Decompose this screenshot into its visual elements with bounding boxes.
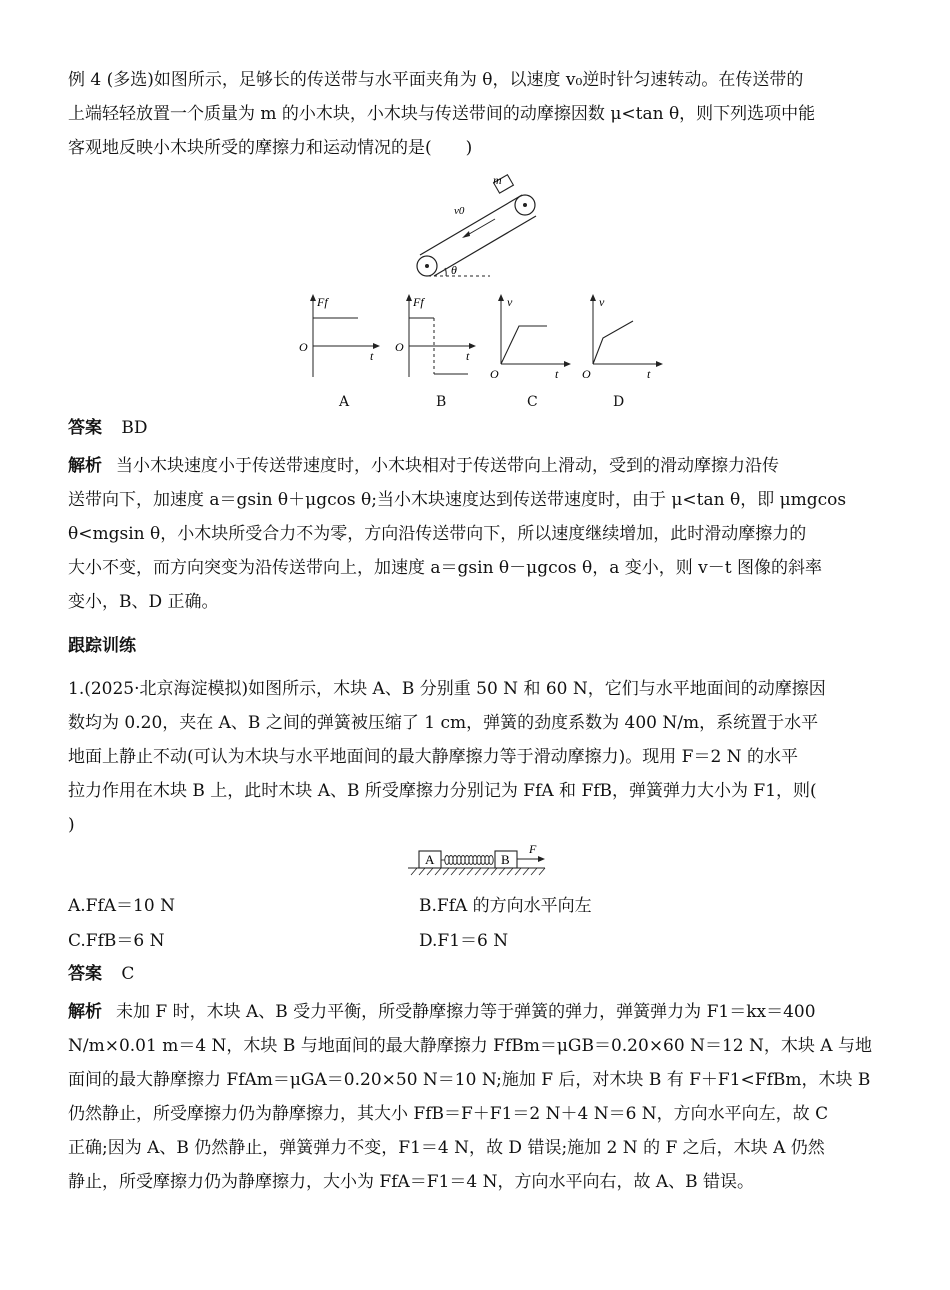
graph-c-origin: O bbox=[490, 367, 499, 381]
answer-label: 答案 bbox=[68, 418, 102, 438]
graph-a-origin: O bbox=[299, 340, 308, 354]
q1-option-d: D.F1＝6 N bbox=[419, 931, 509, 951]
q1-option-a: A.FfA＝10 N bbox=[68, 896, 175, 916]
q1-option-b: B.FfA 的方向水平向左 bbox=[419, 896, 592, 916]
graph-c-xlabel: t bbox=[555, 367, 559, 381]
angle-label: θ bbox=[451, 263, 457, 277]
force-label: F bbox=[529, 842, 537, 856]
graph-d-xlabel: t bbox=[647, 367, 651, 381]
q1-analysis-line-6: 静止，所受摩擦力仍为静摩擦力，大小为 FfA＝F1＝4 N，方向水平向右，故 A、B 错误。 bbox=[68, 1172, 755, 1192]
analysis-line-1: 当小木块速度小于传送带速度时，小木块相对于传送带向上滑动，受到的滑动摩擦力沿传 bbox=[116, 456, 779, 476]
q1-line-1: 1.(2025·北京海淀模拟)如图所示，木块 A、B 分别重 50 N 和 60 N，它们与水平地面间的动摩擦因 bbox=[68, 679, 826, 699]
graph-b-letter: B bbox=[436, 394, 447, 410]
graph-a bbox=[296, 292, 382, 382]
q1-line-2: 数均为 0.20，夹在 A、B 之间的弹簧被压缩了 1 cm，弹簧的劲度系数为 400 N/m，系统置于水平 bbox=[68, 713, 819, 733]
q1-line-5: ) bbox=[68, 815, 75, 835]
example4-stem bbox=[68, 63, 880, 165]
block-b-label: B bbox=[501, 852, 510, 867]
q1-analysis-line-3: 面间的最大静摩擦力 FfAm＝μGA＝0.20×50 N＝10 N;施加 F 后，对木块 B 有 F＋F1<FfBm，木块 B bbox=[68, 1070, 871, 1090]
q1-analysis-line-1: 未加 F 时，木块 A、B 受力平衡，所受静摩擦力等于弹簧的弹力，弹簧弹力为 F1＝kx＝400 bbox=[116, 1002, 816, 1022]
q1-analysis-line-2: N/m×0.01 m＝4 N，木块 B 与地面间的最大静摩擦力 FfBm＝μGB＝0.20×60 N＝12 N，木块 A 与地 bbox=[68, 1036, 872, 1056]
q1-analysis-line-5: 正确;因为 A、B 仍然静止，弹簧弹力不变，F1＝4 N，故 D 错误;施加 2 N 的 F 之后，木块 A 仍然 bbox=[68, 1138, 825, 1158]
graph-b-xlabel: t bbox=[466, 349, 470, 363]
q1-answer-value: C bbox=[121, 964, 135, 984]
graph-a-ylabel: Ff bbox=[317, 295, 328, 309]
graph-d bbox=[579, 292, 665, 382]
graph-a-xlabel: t bbox=[370, 349, 374, 363]
q1-stem bbox=[68, 672, 880, 842]
velocity-label: v0 bbox=[454, 205, 465, 217]
graph-b bbox=[392, 292, 478, 382]
q1-line-3: 地面上静止不动(可认为木块与水平地面间的最大静摩擦力等于滑动摩擦力)。现用 F＝2 N 的水平 bbox=[68, 747, 798, 767]
example4-line-1: 例 4 (多选)如图所示，足够长的传送带与水平面夹角为 θ，以速度 v₀逆时针匀速转动。在传送带的 bbox=[68, 70, 804, 90]
spring-blocks-figure bbox=[405, 840, 550, 880]
analysis-line-2: 送带向下，加速度 a＝gsin θ＋μgcos θ;当小木块速度达到传送带速度时，由于 μ<tan θ，即 μmgcos bbox=[68, 490, 847, 510]
q1-option-c: C.FfB＝6 N bbox=[68, 931, 165, 951]
q1-analysis-line-4: 仍然静止，所受摩擦力仍为静摩擦力，其大小 FfB＝F＋F1＝2 N＋4 N＝6 N，方向水平向左，故 C bbox=[68, 1104, 829, 1124]
graph-c-letter: C bbox=[527, 394, 538, 410]
q1-analysis-label: 解析 bbox=[68, 1002, 102, 1022]
graph-d-ylabel: v bbox=[599, 295, 605, 309]
q1-line-4: 拉力作用在木块 B 上，此时木块 A、B 所受摩擦力分别记为 FfA 和 FfB，弹簧弹力大小为 F1，则( bbox=[68, 781, 817, 801]
example4-answer bbox=[68, 415, 148, 441]
spring-icon bbox=[445, 856, 493, 865]
section-title: 跟踪训练 bbox=[68, 636, 136, 656]
analysis-line-4: 大小不变，而方向突变为沿传送带向上，加速度 a＝gsin θ－μgcos θ，a 变小，则 v－t 图像的斜率 bbox=[68, 558, 822, 578]
graph-d-origin: O bbox=[582, 367, 591, 381]
graph-c-ylabel: v bbox=[507, 295, 513, 309]
block-a-label: A bbox=[425, 852, 435, 867]
answer-value: BD bbox=[121, 418, 148, 438]
analysis-label: 解析 bbox=[68, 456, 102, 476]
analysis-line-3: θ<mgsin θ，小木块所受合力不为零，方向沿传送带向下，所以速度继续增加，此时滑动摩擦力的 bbox=[68, 524, 807, 544]
q1-analysis bbox=[68, 995, 880, 1199]
graph-b-origin: O bbox=[395, 340, 404, 354]
graph-d-letter: D bbox=[613, 394, 625, 410]
graph-c bbox=[487, 292, 573, 382]
q1-answer-label: 答案 bbox=[68, 964, 102, 984]
conveyor-belt-figure bbox=[400, 168, 550, 283]
q1-answer bbox=[68, 961, 134, 987]
graph-b-ylabel: Ff bbox=[413, 295, 424, 309]
block-mass-label: m bbox=[493, 173, 502, 187]
example4-line-2: 上端轻轻放置一个质量为 m 的小木块，小木块与传送带间的动摩擦因数 μ<tan θ，则下列选项中能 bbox=[68, 104, 816, 124]
example4-line-3: 客观地反映小木块所受的摩擦力和运动情况的是( ) bbox=[68, 138, 473, 158]
graph-a-letter: A bbox=[339, 394, 350, 410]
example4-analysis bbox=[68, 449, 880, 619]
analysis-line-5: 变小，B、D 正确。 bbox=[68, 592, 219, 612]
